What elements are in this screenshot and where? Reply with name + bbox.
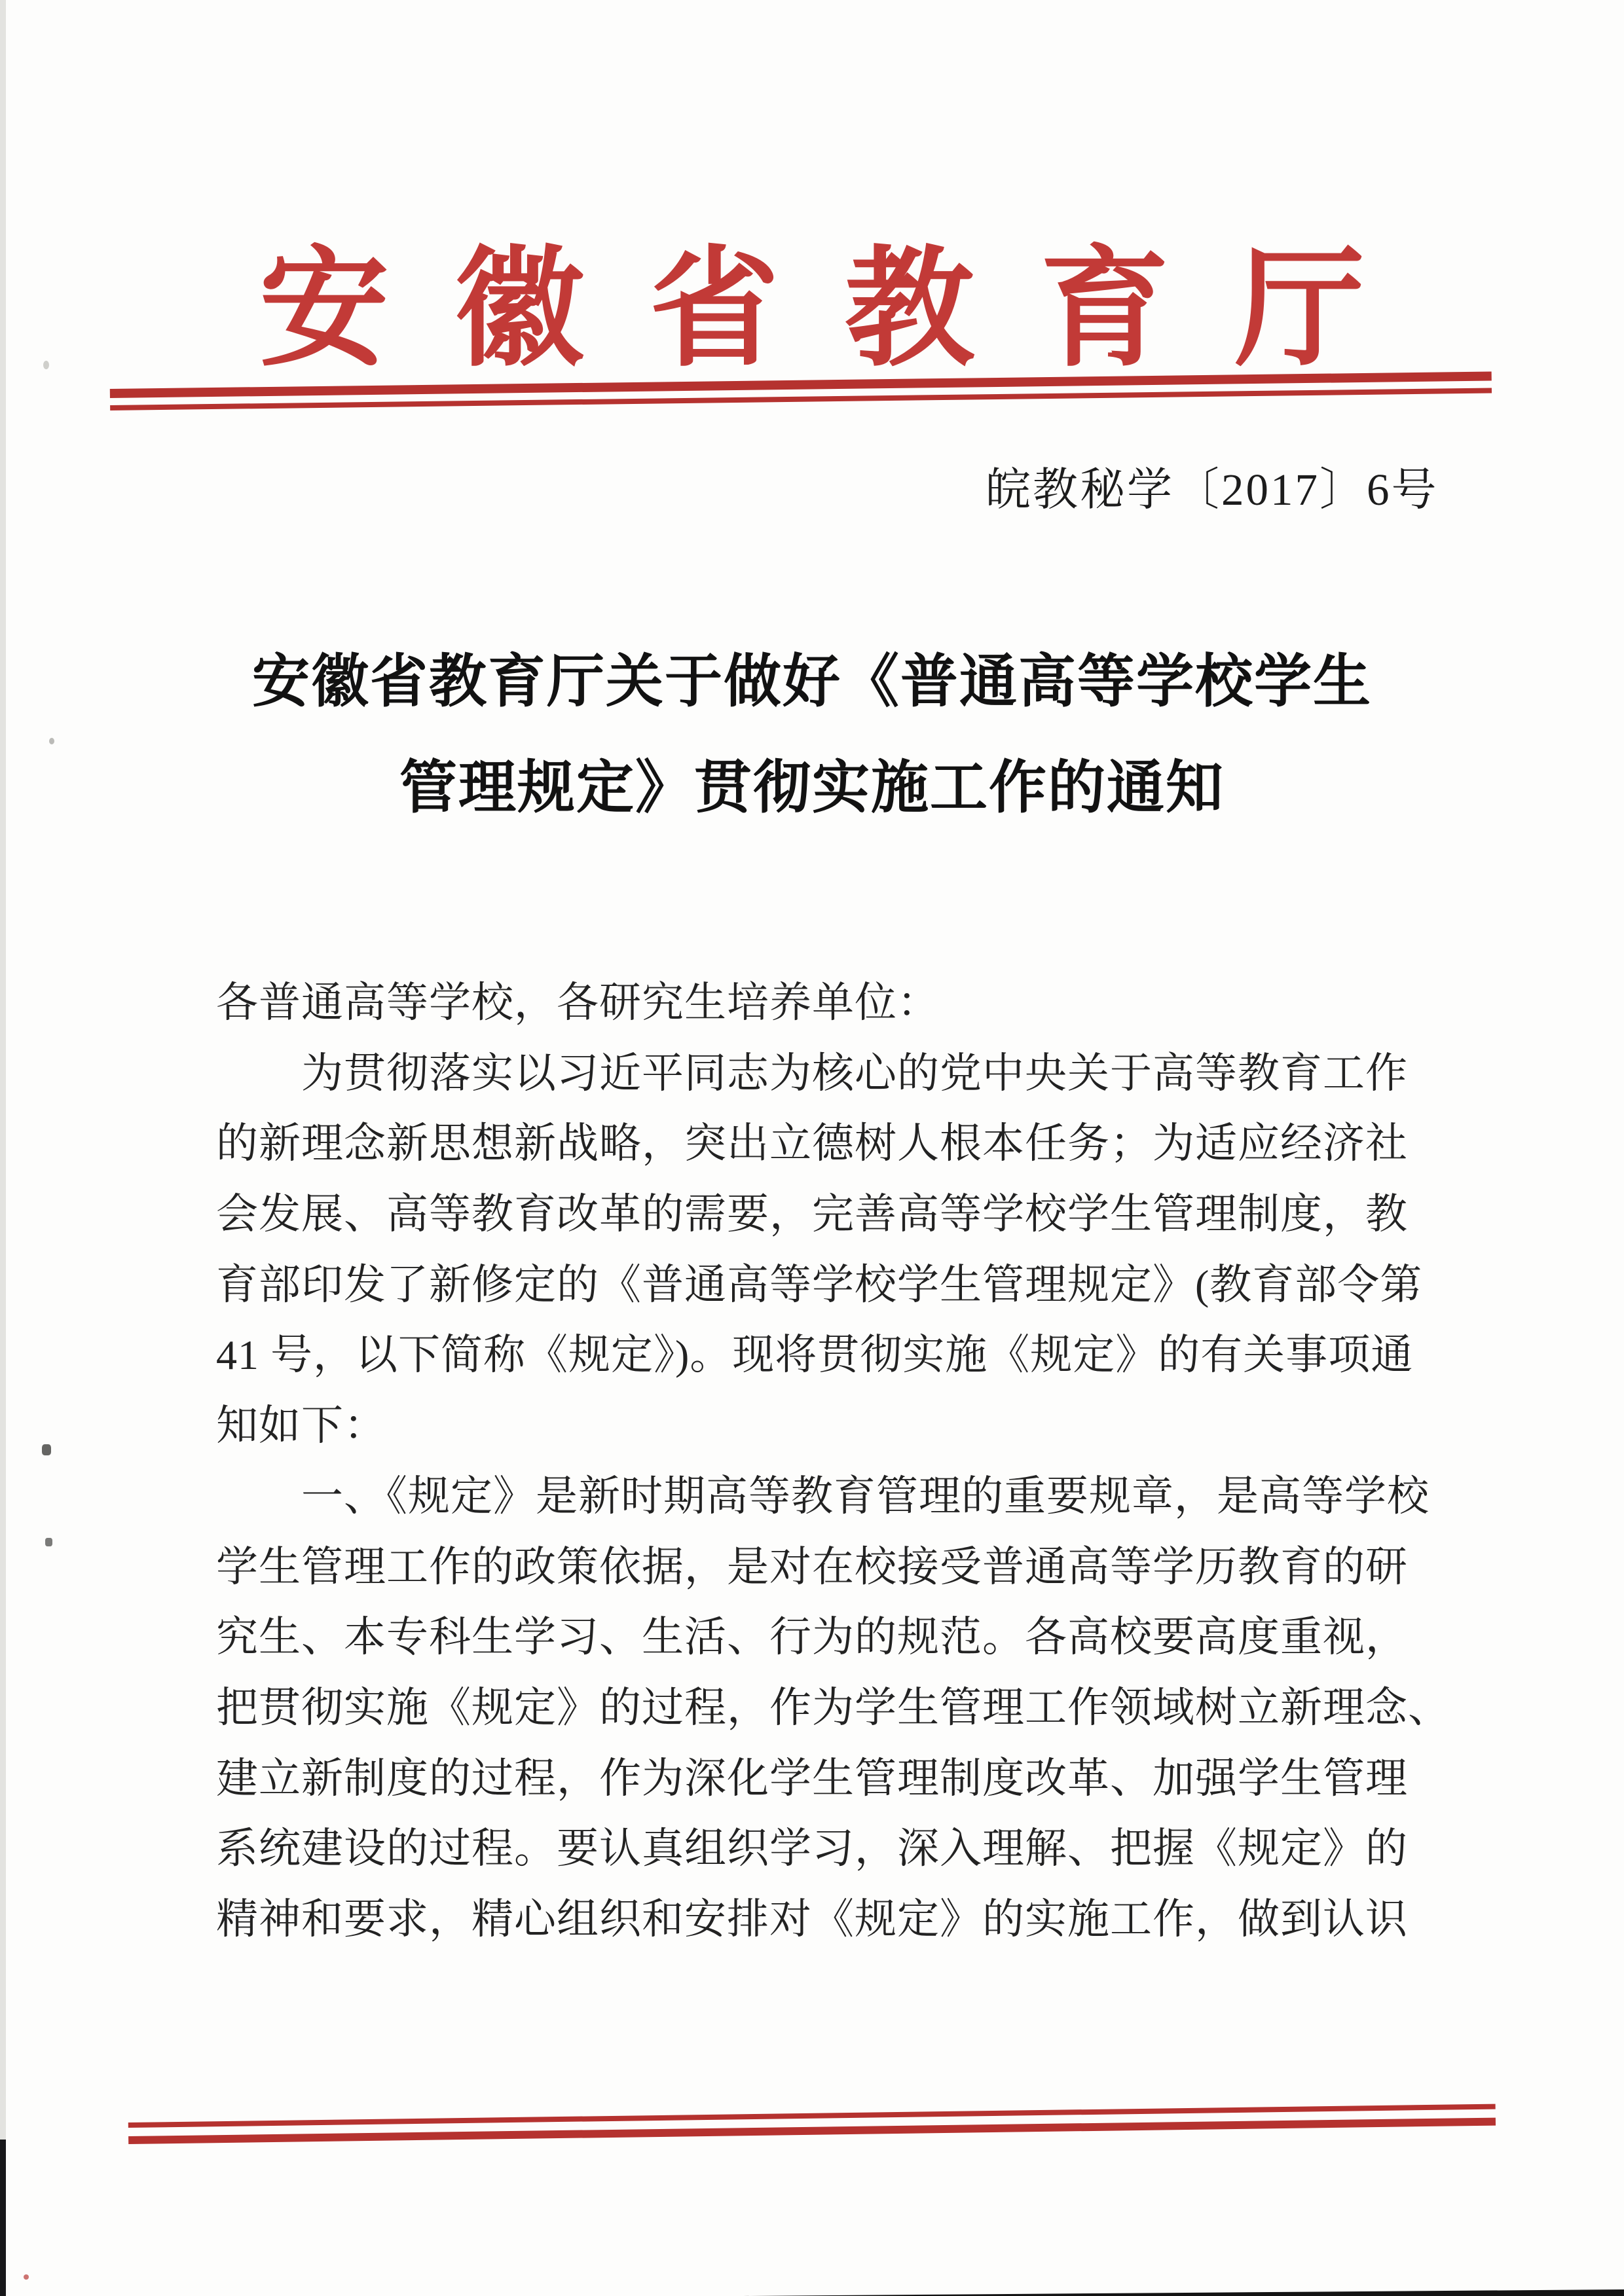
body-line: 建立新制度的过程，作为深化学生管理制度改革、加强学生管理 bbox=[216, 1755, 1408, 1802]
body-line: 41 号，以下简称《规定》)。现将贯彻实施《规定》的有关事项通 bbox=[216, 1332, 1414, 1379]
document-body bbox=[216, 968, 1450, 1955]
body-line: 一、《规定》是新时期高等教育管理的重要规章，是高等学校 bbox=[301, 1472, 1430, 1520]
scan-artifact bbox=[42, 1444, 51, 1455]
document-title-line2: 管理规定》贯彻实施工作的通知 bbox=[399, 757, 1225, 820]
scan-edge-bottom bbox=[743, 2289, 1624, 2296]
body-line: 学生管理工作的政策依据，是对在校接受普通高等学历教育的研 bbox=[216, 1543, 1408, 1590]
scan-edge-left-dark bbox=[0, 2140, 6, 2296]
body-line: 会发展、高等教育改革的需要，完善高等学校学生管理制度，教 bbox=[216, 1191, 1408, 1238]
scan-artifact bbox=[24, 2274, 29, 2280]
body-line: 的新理念新思想新战略，突出立德树人根本任务；为适应经济社 bbox=[216, 1120, 1408, 1167]
document-title-line1: 安徽省教育厅关于做好《普通高等学校学生 bbox=[251, 651, 1372, 714]
agency-letterhead: 安徽省教育厅 bbox=[259, 238, 1430, 382]
body-line: 为贯彻落实以习近平同志为核心的党中央关于高等教育工作 bbox=[301, 1049, 1408, 1097]
document-number: 皖教秘学〔2017〕6号 bbox=[986, 465, 1439, 515]
body-line: 系统建设的过程。要认真组织学习，深入理解、把握《规定》的 bbox=[216, 1825, 1408, 1872]
page-footer-rule bbox=[128, 2104, 1496, 2144]
document-title bbox=[0, 630, 1624, 842]
body-line: 把贯彻实施《规定》的过程，作为学生管理工作领域树立新理念、 bbox=[216, 1684, 1450, 1731]
body-line: 究生、本专科生学习、生活、行为的规范。各高校要高度重视， bbox=[216, 1614, 1408, 1661]
body-line: 知如下： bbox=[216, 1402, 386, 1449]
body-line: 育部印发了新修定的《普通高等学校学生管理规定》(教育部令第 bbox=[216, 1261, 1423, 1308]
body-line: 精神和要求，精心组织和安排对《规定》的实施工作，做到认识 bbox=[216, 1895, 1408, 1942]
scan-artifact bbox=[45, 1538, 52, 1546]
body-line-salutation: 各普通高等学校，各研究生培养单位： bbox=[216, 979, 940, 1026]
